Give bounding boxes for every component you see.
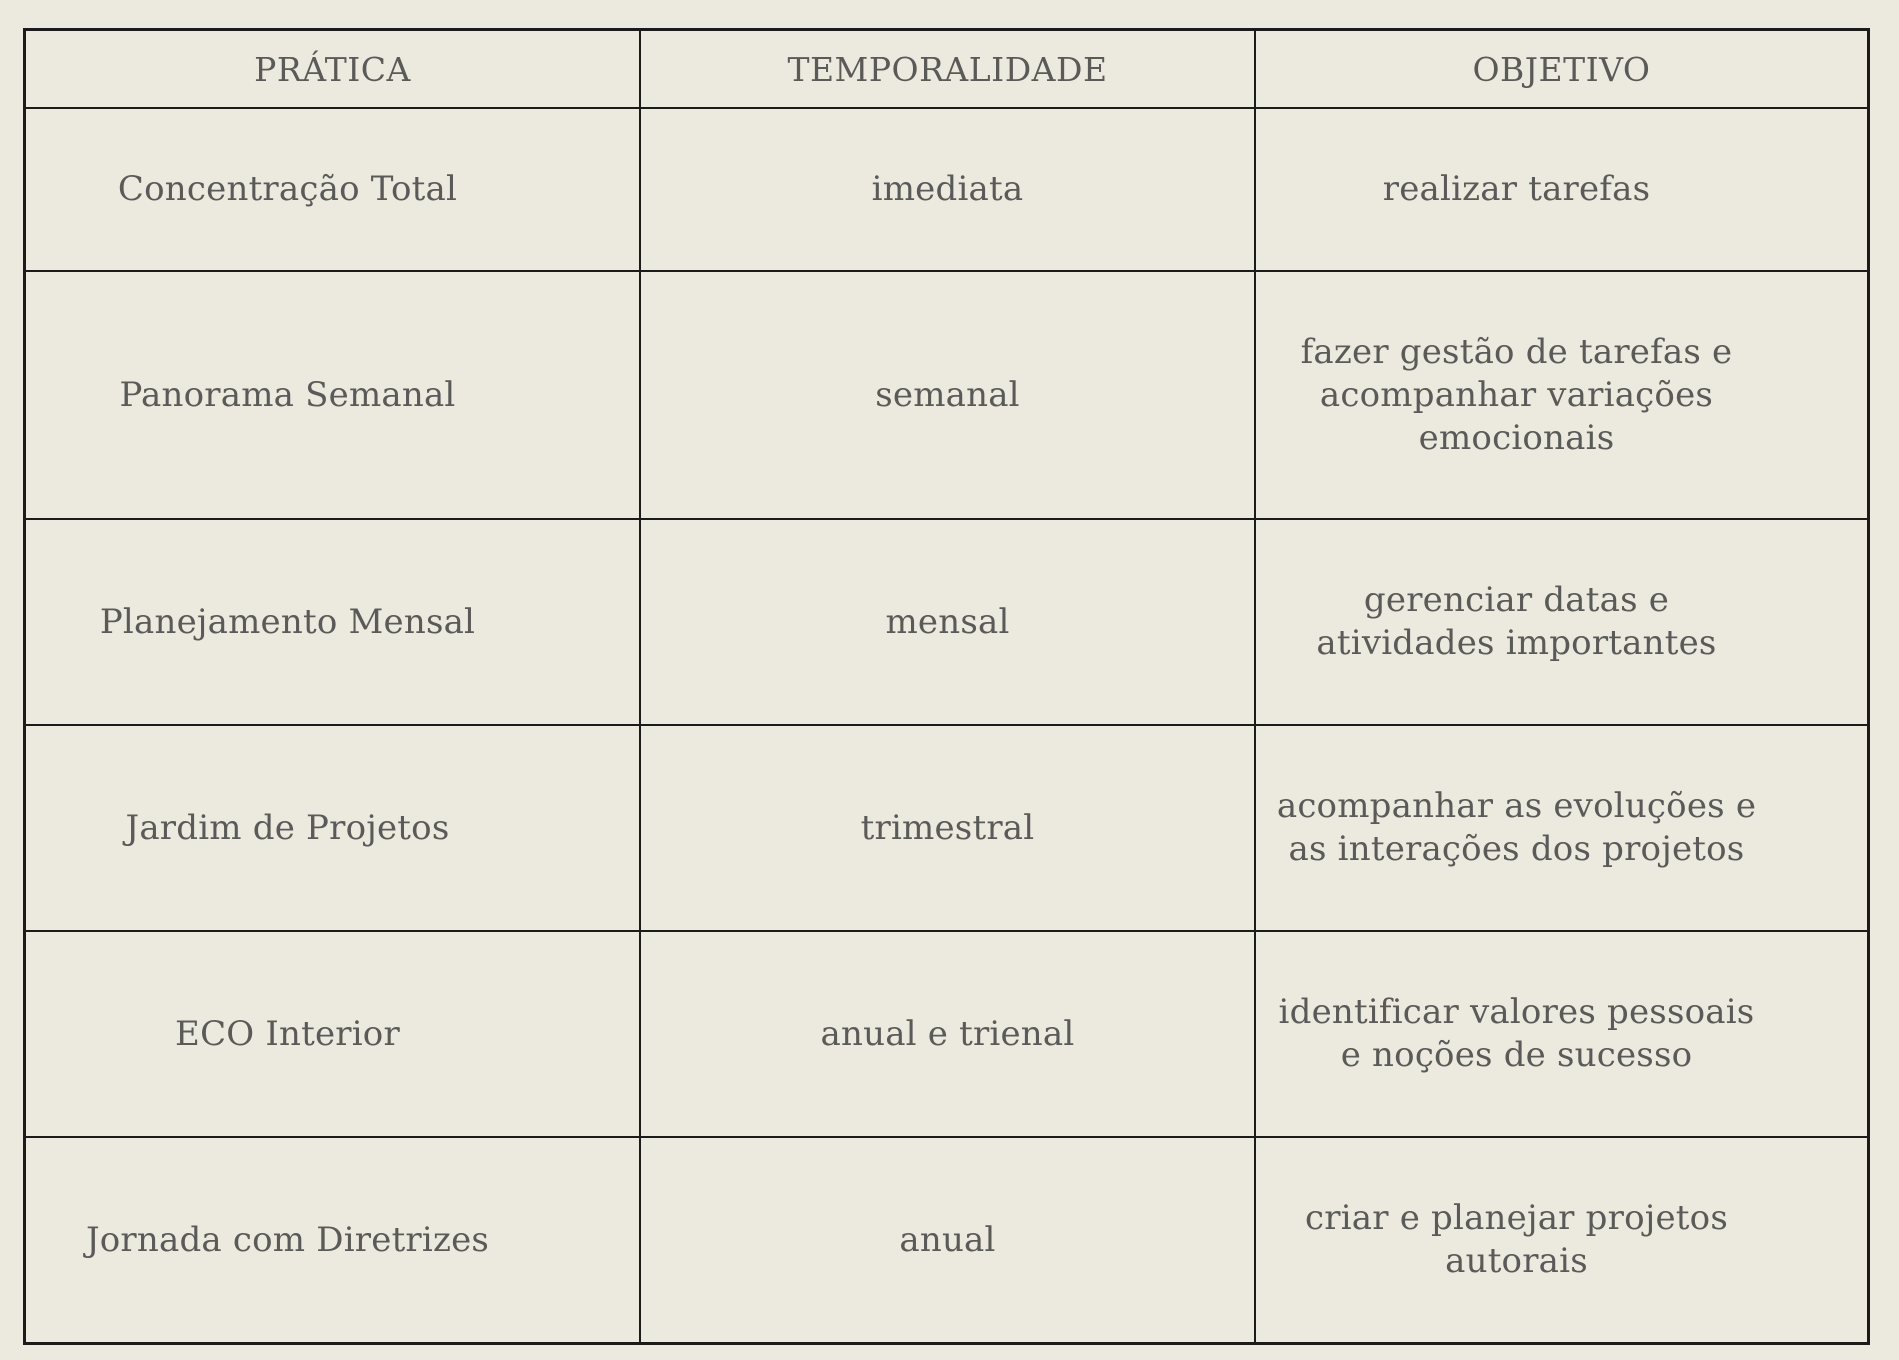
table-cell-pratica: Jardim de Projetos [26,726,641,932]
table-cell-temporalidade: anual e trienal [641,932,1256,1138]
table-cell-pratica: ECO Interior [26,932,641,1138]
table-cell-pratica: Jornada com Diretrizes [26,1138,641,1342]
table-cell-objetivo: acompanhar as evoluções e as interações dos projetos [1256,726,1867,932]
table-cell-temporalidade: imediata [641,109,1256,272]
table-cell-temporalidade: anual [641,1138,1256,1342]
table-cell-objetivo: criar e planejar projetos autorais [1305,1198,1728,1281]
table-cell-objetivo: gerenciar datas e atividades importantes [1256,520,1867,726]
practices-table [23,28,1870,1345]
table-cell-pratica: Planejamento Mensal [26,520,641,726]
table-cell-objetivo: identificar valores pessoais e noções de sucesso [1256,932,1867,1138]
table-cell-temporalidade: trimestral [641,726,1256,932]
table-cell-objetivo: realizar tarefas [1256,109,1867,272]
table-cell-pratica: Panorama Semanal [26,272,641,520]
table-cell-temporalidade: mensal [641,520,1256,726]
table-cell-objetivo: fazer gestão de tarefas e acompanhar variações emocionais [1256,272,1867,520]
header-objetivo: OBJETIVO [1256,31,1867,109]
header-temporalidade: TEMPORALIDADE [641,31,1256,109]
table-cell-temporalidade: semanal [641,272,1256,520]
header-pratica: PRÁTICA [26,31,641,109]
table-cell-pratica: Concentração Total [26,109,641,272]
